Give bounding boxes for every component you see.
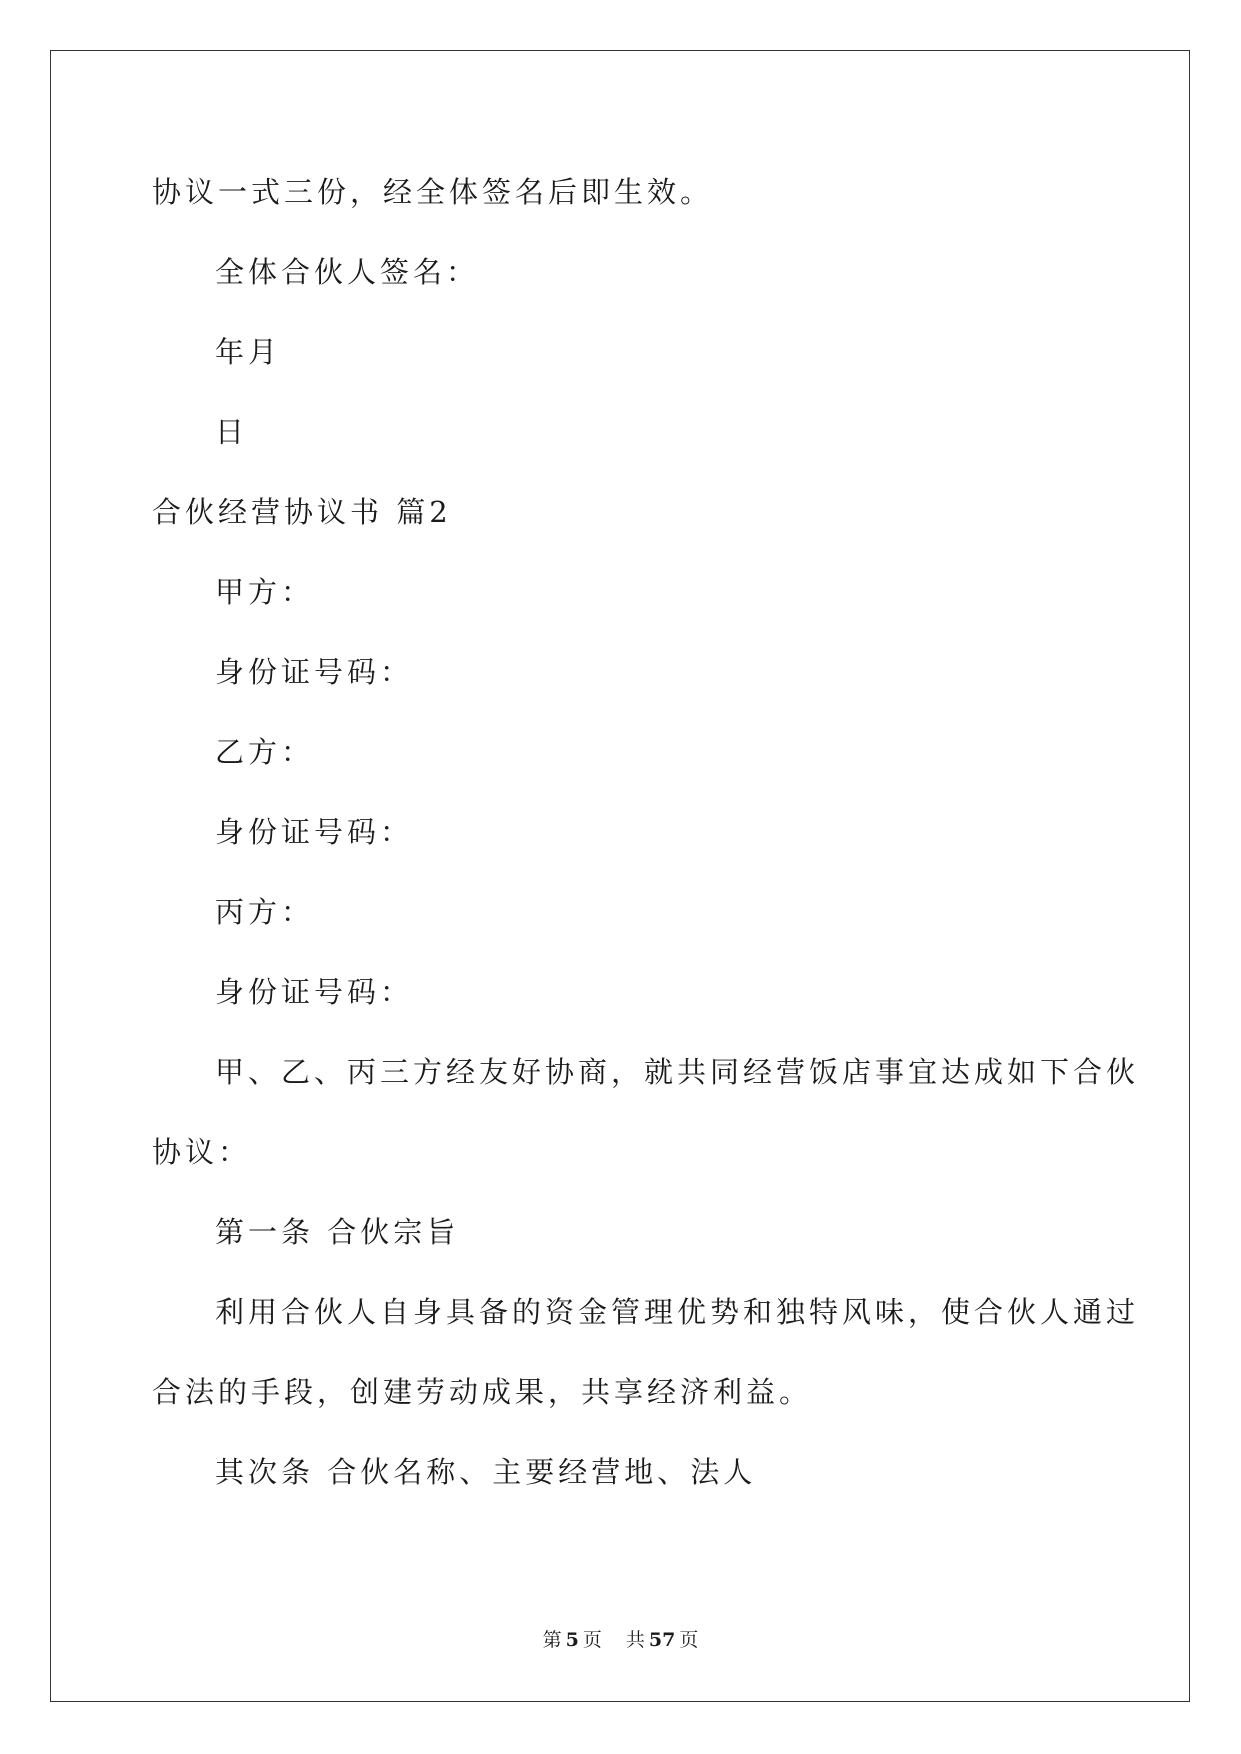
text-line: 合法的手段，创建劳动成果，共享经济利益。 <box>152 1375 813 1409</box>
total-prefix: 共 <box>625 1629 645 1651</box>
text-line: 甲、乙、丙三方经友好协商，就共同经营饭店事宜达成如下合伙 <box>215 1055 1140 1089</box>
page-footer <box>0 1628 1241 1652</box>
text-line: 年月 <box>215 335 282 369</box>
text-line: 日 <box>215 415 249 449</box>
total-suffix: 页 <box>679 1629 699 1651</box>
section-heading: 合伙经营协议书 篇2 <box>152 495 452 529</box>
page-number: 5 <box>565 1629 579 1651</box>
article-heading: 其次条 合伙名称、主要经营地、法人 <box>215 1455 757 1489</box>
page-suffix: 页 <box>582 1629 602 1651</box>
text-line: 利用合伙人自身具备的资金管理优势和独特风味，使合伙人通过 <box>215 1295 1140 1329</box>
total-pages: 57 <box>648 1629 676 1651</box>
text-line: 协议一式三份，经全体签名后即生效。 <box>152 175 714 209</box>
text-line: 丙方： <box>215 895 315 929</box>
text-line: 身份证号码： <box>215 815 414 849</box>
text-line: 乙方： <box>215 735 315 769</box>
text-line: 协议： <box>152 1135 252 1169</box>
text-line: 全体合伙人签名： <box>215 255 480 289</box>
article-heading: 第一条 合伙宗旨 <box>215 1215 460 1249</box>
text-line: 身份证号码： <box>215 655 414 689</box>
page-prefix: 第 <box>542 1629 562 1651</box>
text-line: 身份证号码： <box>215 975 414 1009</box>
text-line: 甲方： <box>215 575 315 609</box>
